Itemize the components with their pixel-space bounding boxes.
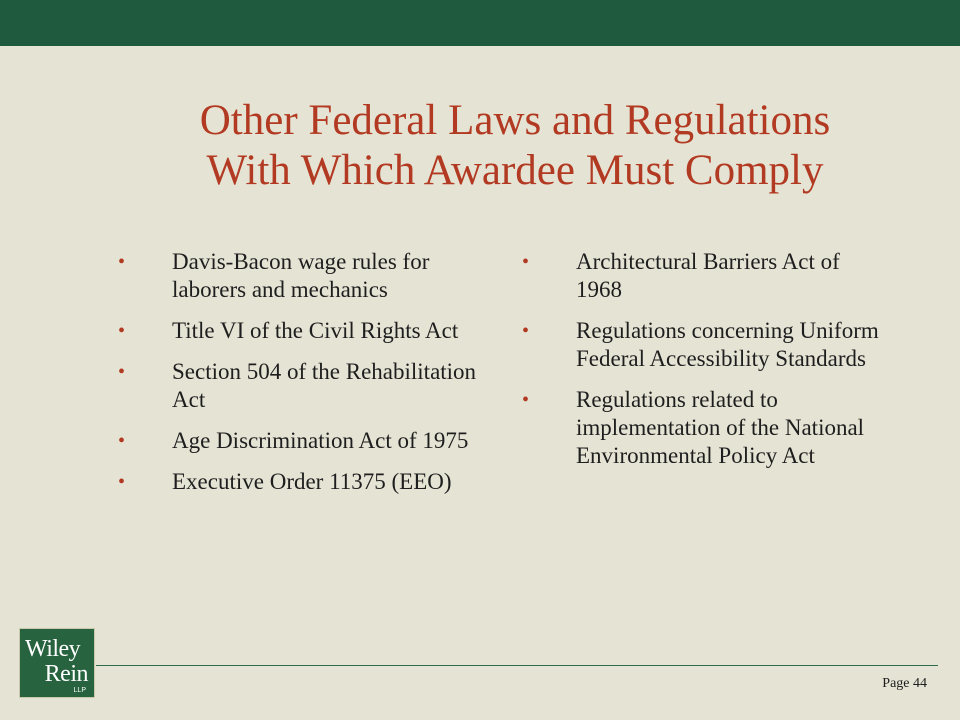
logo-text-rein: Rein <box>44 661 88 687</box>
list-item <box>522 386 882 470</box>
bullet-icon: • <box>118 430 126 452</box>
list-item-text: Regulations related to implementation of the National Environmental Policy Act <box>576 387 865 468</box>
bullet-list-left <box>118 248 498 509</box>
bullet-icon: • <box>118 251 126 273</box>
list-item <box>118 468 498 496</box>
bullet-icon: • <box>118 471 126 493</box>
bullet-icon: • <box>118 320 126 342</box>
slide-title-line-2: With Which Awardee Must Comply <box>206 147 824 194</box>
list-item <box>118 427 498 455</box>
top-banner <box>0 0 960 46</box>
page-number: Page 44 <box>882 676 927 691</box>
bullet-icon: • <box>522 320 530 342</box>
list-item-text: Age Discrimination Act of 1975 <box>172 428 469 453</box>
list-item-text: Regulations concerning Uniform Federal Accessibility Standards <box>576 318 879 371</box>
list-item <box>118 358 498 414</box>
bullet-list-right <box>522 248 882 483</box>
list-item-text: Executive Order 11375 (EEO) <box>172 469 452 494</box>
bullet-icon: • <box>118 361 126 383</box>
list-item <box>118 317 498 345</box>
list-item <box>522 317 882 373</box>
list-item-text: Title VI of the Civil Rights Act <box>172 318 459 343</box>
list-item <box>118 248 498 304</box>
logo-text-wiley: Wiley <box>25 636 81 662</box>
list-item-text: Davis-Bacon wage rules for laborers and mechanics <box>172 249 430 302</box>
slide-title <box>100 96 930 196</box>
bullet-icon: • <box>522 389 530 411</box>
slide-title-line-1: Other Federal Laws and Regulations <box>199 97 831 144</box>
footer-divider <box>96 665 938 666</box>
company-logo <box>19 628 95 698</box>
list-item-text: Architectural Barriers Act of 1968 <box>576 249 840 302</box>
list-item-text: Section 504 of the Rehabilitation Act <box>172 359 477 412</box>
bullet-icon: • <box>522 251 530 273</box>
logo-text-llp: LLP <box>73 687 86 694</box>
list-item <box>522 248 882 304</box>
